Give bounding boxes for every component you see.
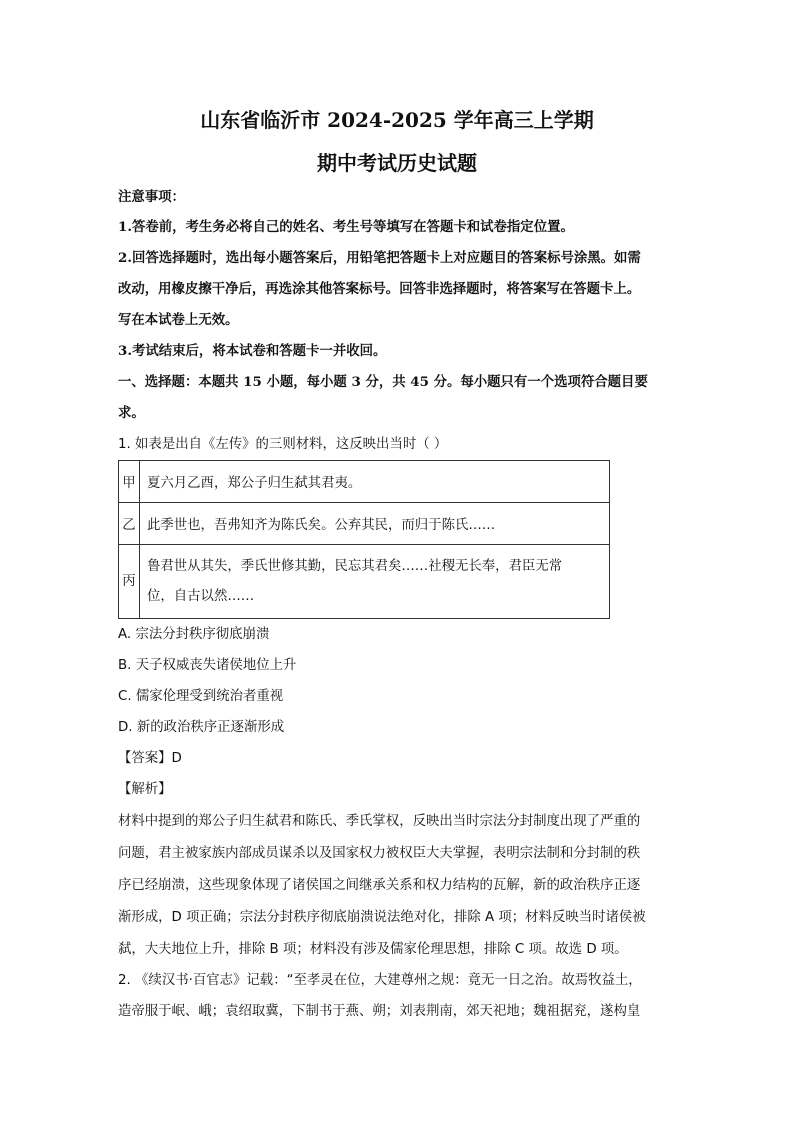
table-row (119, 545, 610, 619)
analysis-line-5: 弑，大夫地位上升，排除 B 项；材料没有涉及儒家伦理思想，排除 C 项。故选 D 项。 (118, 942, 628, 957)
analysis-line-2: 问题，君主被家族内部成员谋杀以及国家权力被权臣大夫掌握，表明宗法制和分封制的秩 (118, 846, 641, 861)
notes-heading: 注意事项： (118, 189, 185, 205)
option-b: B. 天子权威丧失诸侯地位上升 (118, 658, 297, 673)
section-heading-line-2: 求。 (118, 405, 145, 421)
table-row (119, 461, 610, 503)
table-row (119, 503, 610, 545)
note-item-2-line-1: 2.回答选择题时，选出每小题答案后，用铅笔把答题卡上对应题目的答案标号涂黑。如需 (118, 250, 641, 266)
question-2-line-2: 造帝服于岷、峨；袁绍取冀，下制书于燕、朔；刘表荆南，郊天祀地；魏祖据兖，遂构皇 (118, 1004, 641, 1019)
analysis-line-4: 渐形成，D 项正确；宗法分封秩序彻底崩溃说法绝对化，排除 A 项；材料反映当时诸侯被 (118, 910, 646, 925)
question-1-material-table (118, 460, 610, 619)
note-item-2-line-3: 写在本试卷上无效。 (118, 312, 239, 328)
table-cell-key: 丙 (119, 545, 140, 619)
analysis-line-1: 材料中提到的郑公子归生弑君和陈氏、季氏掌权，反映出当时宗法分封制度出现了严重的 (118, 814, 641, 829)
table-cell-text-line-2: 位，自古以然…… (147, 588, 255, 604)
option-d: D. 新的政治秩序正逐渐形成 (118, 720, 285, 735)
question-1-stem: 1. 如表是出自《左传》的三则材料，这反映出当时（ ） (118, 437, 448, 452)
note-item-1: 1.答卷前，考生务必将自己的姓名、考生号等填写在答题卡和试卷指定位置。 (118, 219, 574, 235)
table-cell-text-line-1: 鲁君世从其失，季氏世修其勤，民忘其君矣……社稷无长奉，君臣无常 (147, 558, 563, 574)
answer-label: 【答案】D (118, 751, 182, 766)
question-2-line-1: 2. 《续汉书·百官志》记载：“至孝灵在位，大建尊州之规：竟无一日之治。故焉牧益土， (118, 973, 642, 988)
note-item-3: 3.考试结束后，将本试卷和答题卡一并收回。 (118, 343, 387, 359)
analysis-line-3: 序已经崩溃，这些现象体现了诸侯国之间继承关系和权力结构的瓦解，新的政治秩序正逐 (118, 878, 641, 893)
option-c: C. 儒家伦理受到统治者重视 (118, 689, 284, 704)
page-title: 山东省临沂市 2024-2025 学年高三上学期 (200, 108, 594, 132)
note-item-2-line-2: 改动，用橡皮擦干净后，再选涂其他答案标号。回答非选择题时，将答案写在答题卡上。 (118, 281, 641, 297)
table-cell-key: 甲 (119, 461, 140, 503)
table-cell-text: 夏六月乙酉，郑公子归生弑其君夷。 (140, 461, 610, 503)
option-a: A. 宗法分封秩序彻底崩溃 (118, 627, 270, 642)
section-heading-line-1: 一、选择题：本题共 15 小题，每小题 3 分，共 45 分。每小题只有一个选项符合题目要 (118, 374, 648, 390)
page-subtitle: 期中考试历史试题 (317, 151, 477, 175)
table-cell-key: 乙 (119, 503, 140, 545)
analysis-label: 【解析】 (118, 782, 172, 797)
table-cell-text (140, 545, 610, 619)
table-cell-text: 此季世也，吾弗知齐为陈氏矣。公弃其民，而归于陈氏…… (140, 503, 610, 545)
